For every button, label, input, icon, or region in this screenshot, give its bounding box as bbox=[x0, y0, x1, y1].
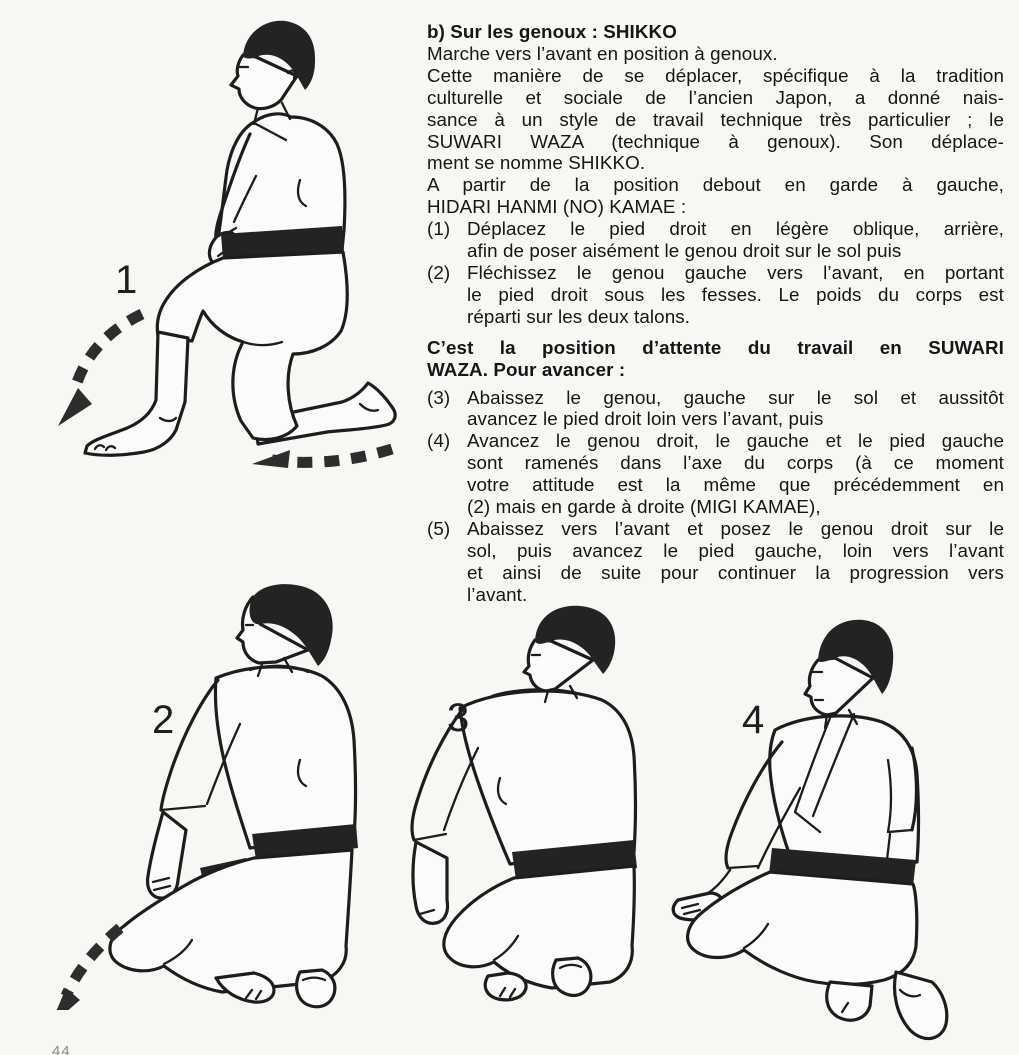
paragraph-line: ment se nomme SHIKKO. bbox=[427, 152, 646, 174]
figure-2-label: 2 bbox=[152, 698, 175, 742]
figure-2-man bbox=[110, 584, 358, 1007]
figure-2-arrow-icon bbox=[50, 928, 120, 1010]
step-number: (3) bbox=[427, 386, 451, 408]
figure-1-label: 1 bbox=[115, 258, 138, 302]
figure-1-arrow-icon bbox=[58, 314, 142, 426]
figure-3-illustration bbox=[405, 600, 700, 1010]
step-number: (1) bbox=[427, 218, 451, 240]
figure-3-man bbox=[412, 606, 637, 1000]
sub-heading bbox=[427, 337, 1004, 381]
numbered-step-2 bbox=[427, 262, 1004, 328]
step-line: le pied droit sous les fesses. Le poids du corps est bbox=[467, 283, 1004, 305]
paragraph-line: HIDARI HANMI (NO) KAMAE : bbox=[427, 196, 687, 218]
figure-1-man bbox=[85, 21, 395, 455]
numbered-step-3 bbox=[427, 387, 1004, 431]
sub-heading-line: WAZA. Pour avancer : bbox=[427, 358, 626, 380]
step-line: Avancez le genou droit, le gauche et le pied gauche bbox=[467, 430, 1004, 452]
sub-heading-line: C’est la position d’attente du travail en SUWARI bbox=[427, 336, 1004, 358]
section-heading: b) Sur les genoux : SHIKKO bbox=[427, 21, 677, 42]
figure-1-arrow2-icon bbox=[252, 449, 392, 468]
paragraph-line: sance à un style de travail technique très particulier ; le bbox=[427, 108, 1004, 130]
step-line: afin de poser aisément le genou droit sur le sol puis bbox=[467, 240, 902, 262]
step-line: Abaissez le genou, gauche sur le sol et aussitôt bbox=[467, 386, 1004, 408]
step-line: sont ramenés dans l’axe du corps (à ce moment bbox=[467, 452, 1004, 474]
step-line: Fléchissez le genou gauche vers l’avant, en portant bbox=[467, 261, 1004, 283]
step-line: votre attitude est la même que précédemment en bbox=[467, 474, 1004, 496]
step-line: Abaissez vers l’avant et posez le genou droit sur le bbox=[467, 517, 1004, 539]
figure-4-illustration bbox=[670, 608, 1010, 1050]
numbered-step-4 bbox=[427, 430, 1004, 518]
text-column bbox=[427, 21, 1004, 606]
numbered-step-1 bbox=[427, 218, 1004, 262]
figure-1-illustration bbox=[55, 15, 415, 475]
figure-3-label: 3 bbox=[447, 696, 470, 740]
step-line: avancez le pied droit loin vers l’avant, puis bbox=[467, 408, 824, 430]
page-number-mark: 44 bbox=[52, 1043, 71, 1055]
figure-4-man bbox=[673, 620, 947, 1039]
paragraph-line: SUWARI WAZA (technique à genoux). Son déplace- bbox=[427, 130, 1004, 152]
figure-4-label: 4 bbox=[742, 698, 765, 742]
paragraph-line: Cette manière de se déplacer, spécifique à la tradition bbox=[427, 64, 1004, 86]
step-number: (5) bbox=[427, 517, 451, 539]
step-number: (2) bbox=[427, 261, 451, 283]
step-line: (2) mais en garde à droite (MIGI KAMAE), bbox=[467, 496, 821, 518]
step-line: Déplacez le pied droit en légère oblique, arrière, bbox=[467, 218, 1004, 240]
step-line: réparti sur les deux talons. bbox=[467, 305, 691, 327]
step-line: sol, puis avancez le pied gauche, loin vers l’avant bbox=[467, 539, 1004, 561]
paragraph-line: Marche vers l’avant en position à genoux. bbox=[427, 42, 778, 64]
paragraph-line: A partir de la position debout en garde à gauche, bbox=[427, 174, 1004, 196]
step-line: l’avant. bbox=[467, 583, 528, 605]
step-line: et ainsi de suite pour continuer la progression vers bbox=[467, 561, 1004, 583]
figure-2-illustration bbox=[35, 578, 400, 1010]
step-number: (4) bbox=[427, 430, 451, 452]
numbered-step-5 bbox=[427, 518, 1004, 606]
paragraph-line: culturelle et sociale de l’ancien Japon, a donné nais- bbox=[427, 86, 1004, 108]
